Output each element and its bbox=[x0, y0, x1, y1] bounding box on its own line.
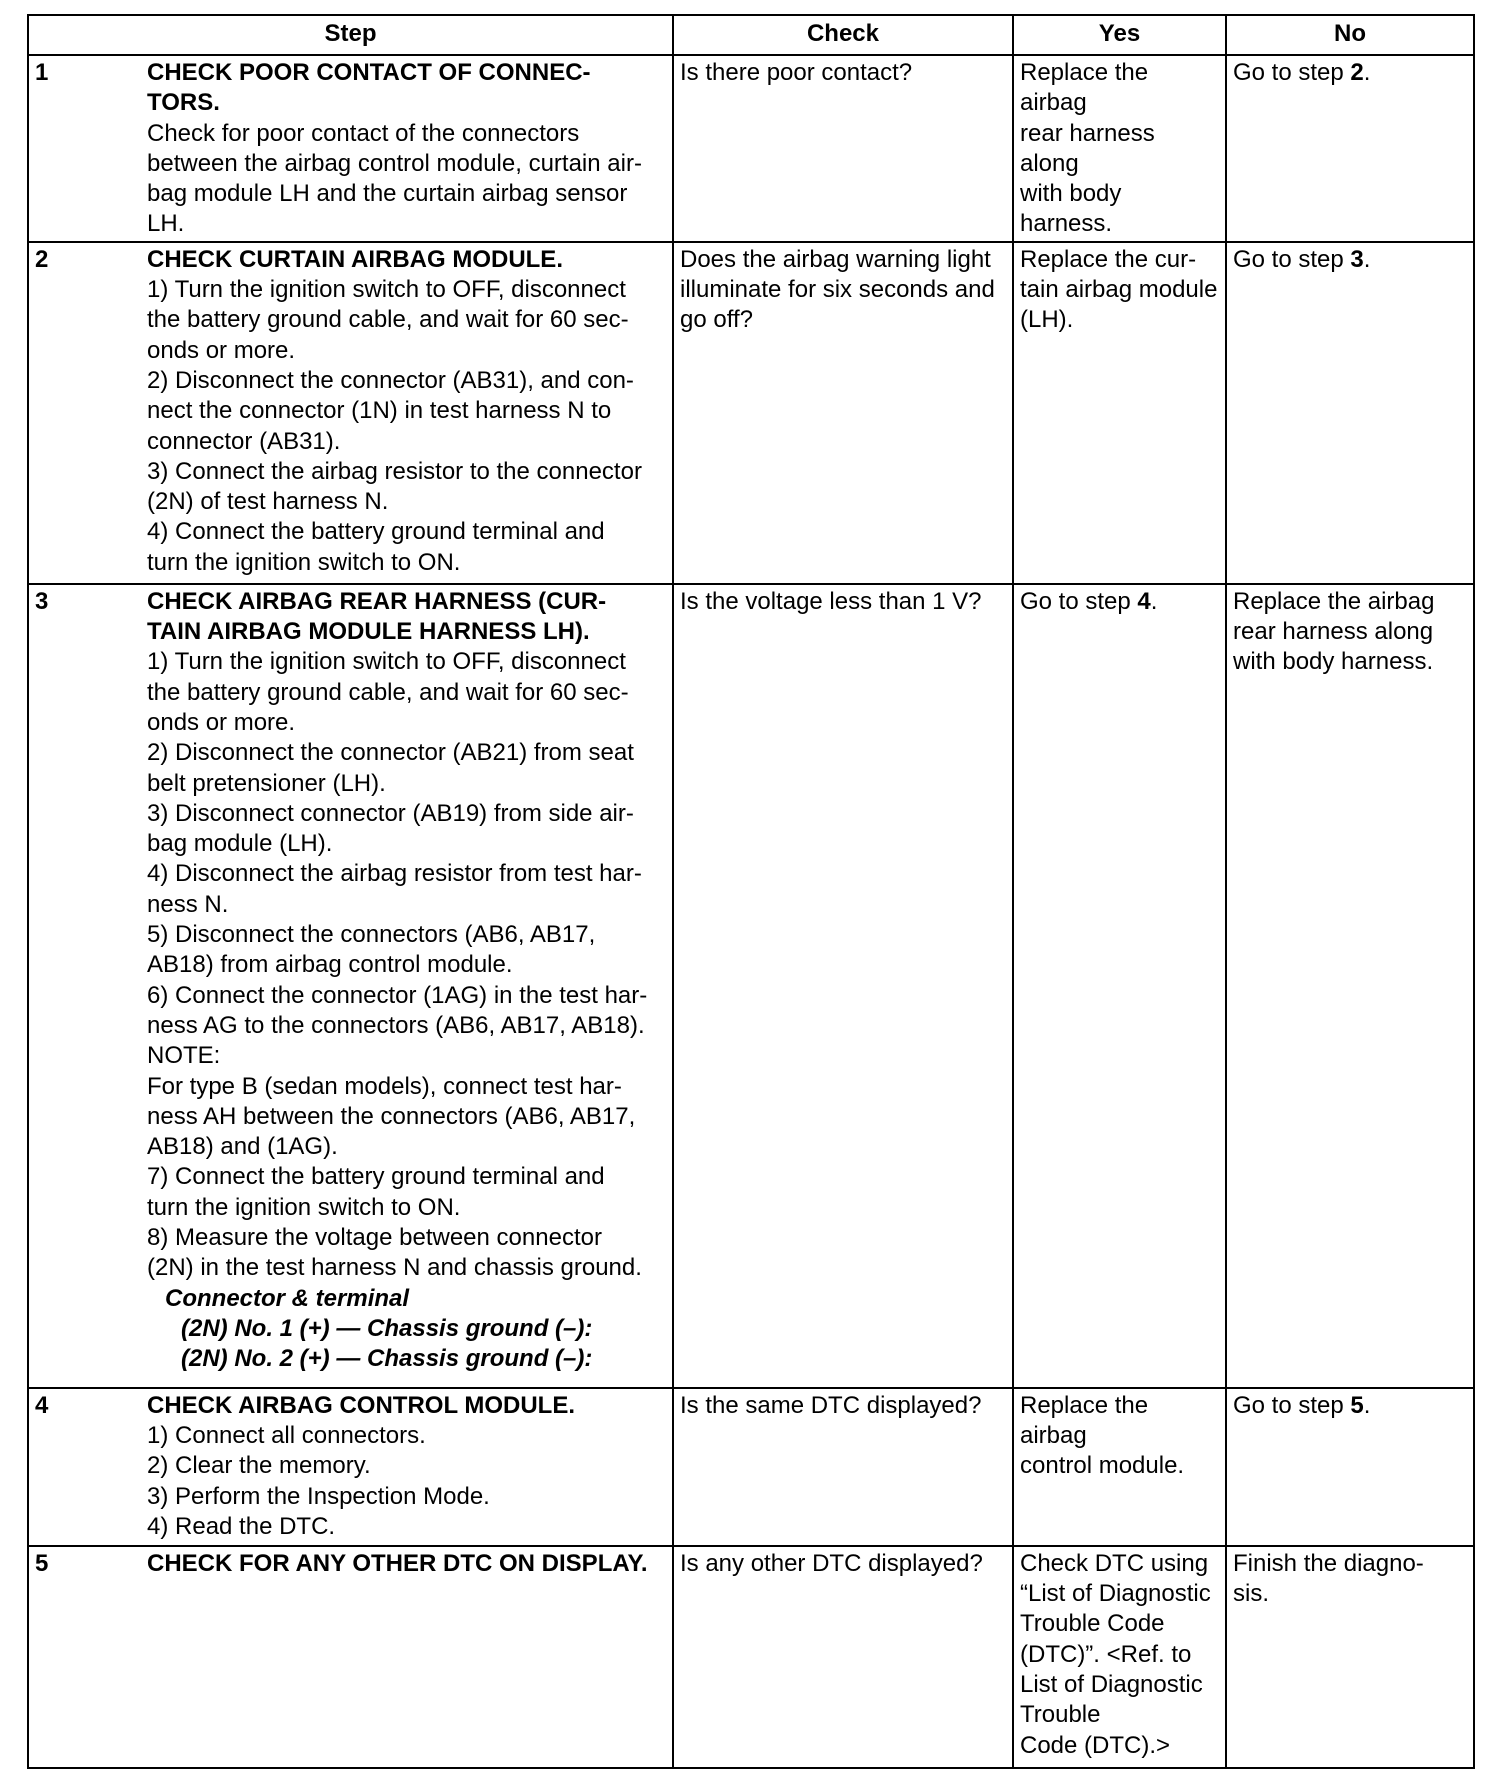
yes-text-line: (LH). bbox=[1020, 306, 1074, 334]
check-cell bbox=[673, 584, 1013, 1388]
no-cell bbox=[1226, 1546, 1474, 1768]
no-step-ref: 2 bbox=[1350, 59, 1364, 86]
yes-text-line: Trouble bbox=[1020, 1701, 1101, 1729]
step-text-line: 1) Turn the ignition switch to OFF, disconnect bbox=[147, 276, 626, 304]
table-row bbox=[28, 1546, 1474, 1768]
header-step: Step bbox=[28, 15, 673, 55]
check-question: Is any other DTC displayed? bbox=[680, 1549, 983, 1577]
yes-text-line: control module. bbox=[1020, 1452, 1185, 1480]
yes-text-line: Replace the airbag bbox=[1020, 59, 1149, 117]
step-text-line: 2) Disconnect the connector (AB31), and con- bbox=[147, 366, 634, 394]
step-number: 5 bbox=[35, 1549, 49, 1577]
step-text-line: (2N) of test harness N. bbox=[147, 488, 389, 516]
step-cell bbox=[28, 584, 673, 1388]
step-text-line: ness N. bbox=[147, 890, 229, 918]
step-number: 2 bbox=[35, 245, 49, 273]
step-text-line: 1) Turn the ignition switch to OFF, disconnect bbox=[147, 648, 626, 676]
check-question: Is the same DTC displayed? bbox=[680, 1391, 982, 1419]
yes-cell bbox=[1013, 242, 1226, 584]
step-text-line: turn the ignition switch to ON. bbox=[147, 1193, 461, 1221]
step-text-line: 1) Connect all connectors. bbox=[147, 1422, 426, 1450]
step-cell bbox=[28, 1388, 673, 1546]
yes-text-line: Replace the airbag bbox=[1020, 1391, 1149, 1450]
step-title-line: CHECK AIRBAG REAR HARNESS (CUR- bbox=[147, 587, 607, 615]
step-text-line: the battery ground cable, and wait for 60 sec- bbox=[147, 678, 629, 706]
step-text-line: 4) Disconnect the airbag resistor from test har- bbox=[147, 860, 642, 888]
header-no: No bbox=[1226, 15, 1474, 55]
step-text-line: 3) Disconnect connector (AB19) from side air- bbox=[147, 799, 634, 827]
step-text-line: onds or more. bbox=[147, 708, 296, 736]
no-text-line: rear harness along bbox=[1233, 618, 1434, 646]
step-number: 4 bbox=[35, 1391, 49, 1419]
note-label: NOTE: bbox=[147, 1042, 221, 1070]
yes-text-line: “List of Diagnostic bbox=[1020, 1580, 1211, 1608]
no-text-line: with body harness. bbox=[1233, 648, 1434, 676]
spec-line: (2N) No. 1 (+) — Chassis ground (–): bbox=[181, 1314, 593, 1342]
step-text-line: 4) Connect the battery ground terminal and bbox=[147, 518, 605, 546]
step-text-line: (2N) in the test harness N and chassis ground. bbox=[147, 1254, 642, 1282]
step-title-line: CHECK CURTAIN AIRBAG MODULE. bbox=[147, 245, 563, 273]
check-text-line: Does the airbag warning light bbox=[680, 245, 991, 273]
step-text-line: AB18) from airbag control module. bbox=[147, 951, 513, 979]
step-title-line: TORS. bbox=[147, 89, 220, 117]
step-text-line: 6) Connect the connector (1AG) in the test har- bbox=[147, 981, 648, 1009]
step-title-line: CHECK AIRBAG CONTROL MODULE. bbox=[147, 1391, 575, 1419]
step-title-line: CHECK FOR ANY OTHER DTC ON DISPLAY. bbox=[147, 1549, 648, 1577]
step-text-line: bag module LH and the curtain airbag sensor bbox=[147, 180, 628, 208]
step-text-line: ness AG to the connectors (AB6, AB17, AB18). bbox=[147, 1011, 645, 1039]
no-cell bbox=[1226, 584, 1474, 1388]
step-number: 3 bbox=[35, 587, 49, 615]
step-text-line: 8) Measure the voltage between connector bbox=[147, 1224, 602, 1252]
step-text-line: 7) Connect the battery ground terminal and bbox=[147, 1163, 605, 1191]
spec-line: (2N) No. 2 (+) — Chassis ground (–): bbox=[181, 1345, 593, 1373]
no-text: Go to step bbox=[1233, 245, 1351, 273]
spec-heading: Connector & terminal bbox=[165, 1284, 410, 1312]
step-text-line: connector (AB31). bbox=[147, 427, 341, 455]
yes-text-line: Check DTC using bbox=[1020, 1549, 1209, 1577]
no-cell bbox=[1226, 242, 1474, 584]
step-cell bbox=[28, 242, 673, 584]
table-row bbox=[28, 584, 1474, 1388]
table-row bbox=[28, 1388, 1474, 1546]
step-text-line: 3) Perform the Inspection Mode. bbox=[147, 1482, 490, 1510]
no-text-end: . bbox=[1363, 59, 1371, 86]
step-text-line: 5) Disconnect the connectors (AB6, AB17, bbox=[147, 921, 596, 949]
step-text-line: between the airbag control module, curtain air- bbox=[147, 149, 642, 177]
yes-text-line: tain airbag module bbox=[1020, 276, 1218, 304]
no-cell bbox=[1226, 55, 1474, 242]
step-text-line: belt pretensioner (LH). bbox=[147, 769, 386, 797]
no-text-line: Replace the airbag bbox=[1233, 587, 1435, 615]
yes-text-line: Trouble Code bbox=[1020, 1610, 1165, 1638]
check-cell bbox=[673, 55, 1013, 242]
diagnostic-procedure-table bbox=[27, 14, 1475, 1769]
yes-text-line: (DTC)”. <Ref. to bbox=[1020, 1640, 1192, 1668]
table-row bbox=[28, 55, 1474, 242]
header-check: Check bbox=[673, 15, 1013, 55]
no-text-line: Finish the diagno- bbox=[1233, 1549, 1424, 1577]
note-text-line: ness AH between the connectors (AB6, AB17, bbox=[147, 1102, 636, 1130]
step-text-line: 4) Read the DTC. bbox=[147, 1512, 336, 1540]
check-question: Is the voltage less than 1 V? bbox=[680, 587, 982, 615]
yes-cell bbox=[1013, 1388, 1226, 1546]
step-text-line: LH. bbox=[147, 210, 185, 238]
no-step-ref: 5 bbox=[1350, 1391, 1364, 1419]
check-text-line: illuminate for six seconds and bbox=[680, 276, 995, 304]
step-text-line: 2) Disconnect the connector (AB21) from seat bbox=[147, 739, 634, 767]
no-cell bbox=[1226, 1388, 1474, 1546]
yes-text: Go to step bbox=[1020, 587, 1138, 615]
check-cell bbox=[673, 242, 1013, 584]
step-text-line: onds or more. bbox=[147, 336, 296, 364]
no-text: Go to step bbox=[1233, 1391, 1351, 1419]
yes-text-line: Code (DTC).> bbox=[1020, 1731, 1171, 1759]
step-title-line: CHECK POOR CONTACT OF CONNEC- bbox=[147, 59, 591, 86]
table-row bbox=[28, 242, 1474, 584]
header-row bbox=[28, 15, 1474, 55]
step-text-line: 2) Clear the memory. bbox=[147, 1452, 371, 1480]
yes-cell bbox=[1013, 584, 1226, 1388]
step-text-line: bag module (LH). bbox=[147, 830, 333, 858]
no-text: Go to step bbox=[1233, 59, 1351, 86]
header-yes: Yes bbox=[1013, 15, 1226, 55]
yes-text-end: . bbox=[1150, 587, 1158, 615]
check-cell bbox=[673, 1388, 1013, 1546]
note-text-line: For type B (sedan models), connect test har- bbox=[147, 1072, 622, 1100]
step-text-line: the battery ground cable, and wait for 60 sec- bbox=[147, 306, 629, 334]
no-text-end: . bbox=[1363, 245, 1371, 273]
note-text-line: AB18) and (1AG). bbox=[147, 1133, 338, 1161]
yes-step-ref: 4 bbox=[1137, 587, 1151, 615]
step-cell bbox=[28, 1546, 673, 1768]
check-question: Is there poor contact? bbox=[680, 59, 913, 86]
yes-text-line: Replace the cur- bbox=[1020, 245, 1197, 273]
check-cell bbox=[673, 1546, 1013, 1768]
step-text-line: nect the connector (1N) in test harness N to bbox=[147, 397, 612, 425]
step-cell bbox=[28, 55, 673, 242]
no-text-line: sis. bbox=[1233, 1580, 1269, 1608]
step-text-line: turn the ignition switch to ON. bbox=[147, 548, 461, 576]
check-text-line: go off? bbox=[680, 306, 753, 334]
yes-cell bbox=[1013, 1546, 1226, 1768]
yes-text-line: rear harness along bbox=[1020, 119, 1155, 177]
no-step-ref: 3 bbox=[1350, 245, 1364, 273]
yes-text-line: with body harness. bbox=[1020, 180, 1122, 238]
step-number: 1 bbox=[35, 59, 49, 86]
step-title-line: TAIN AIRBAG MODULE HARNESS LH). bbox=[147, 618, 590, 646]
yes-cell bbox=[1013, 55, 1226, 242]
step-text-line: 3) Connect the airbag resistor to the connector bbox=[147, 457, 642, 485]
no-text-end: . bbox=[1363, 1391, 1371, 1419]
step-text-line: Check for poor contact of the connectors bbox=[147, 119, 580, 147]
yes-text-line: List of Diagnostic bbox=[1020, 1670, 1203, 1698]
